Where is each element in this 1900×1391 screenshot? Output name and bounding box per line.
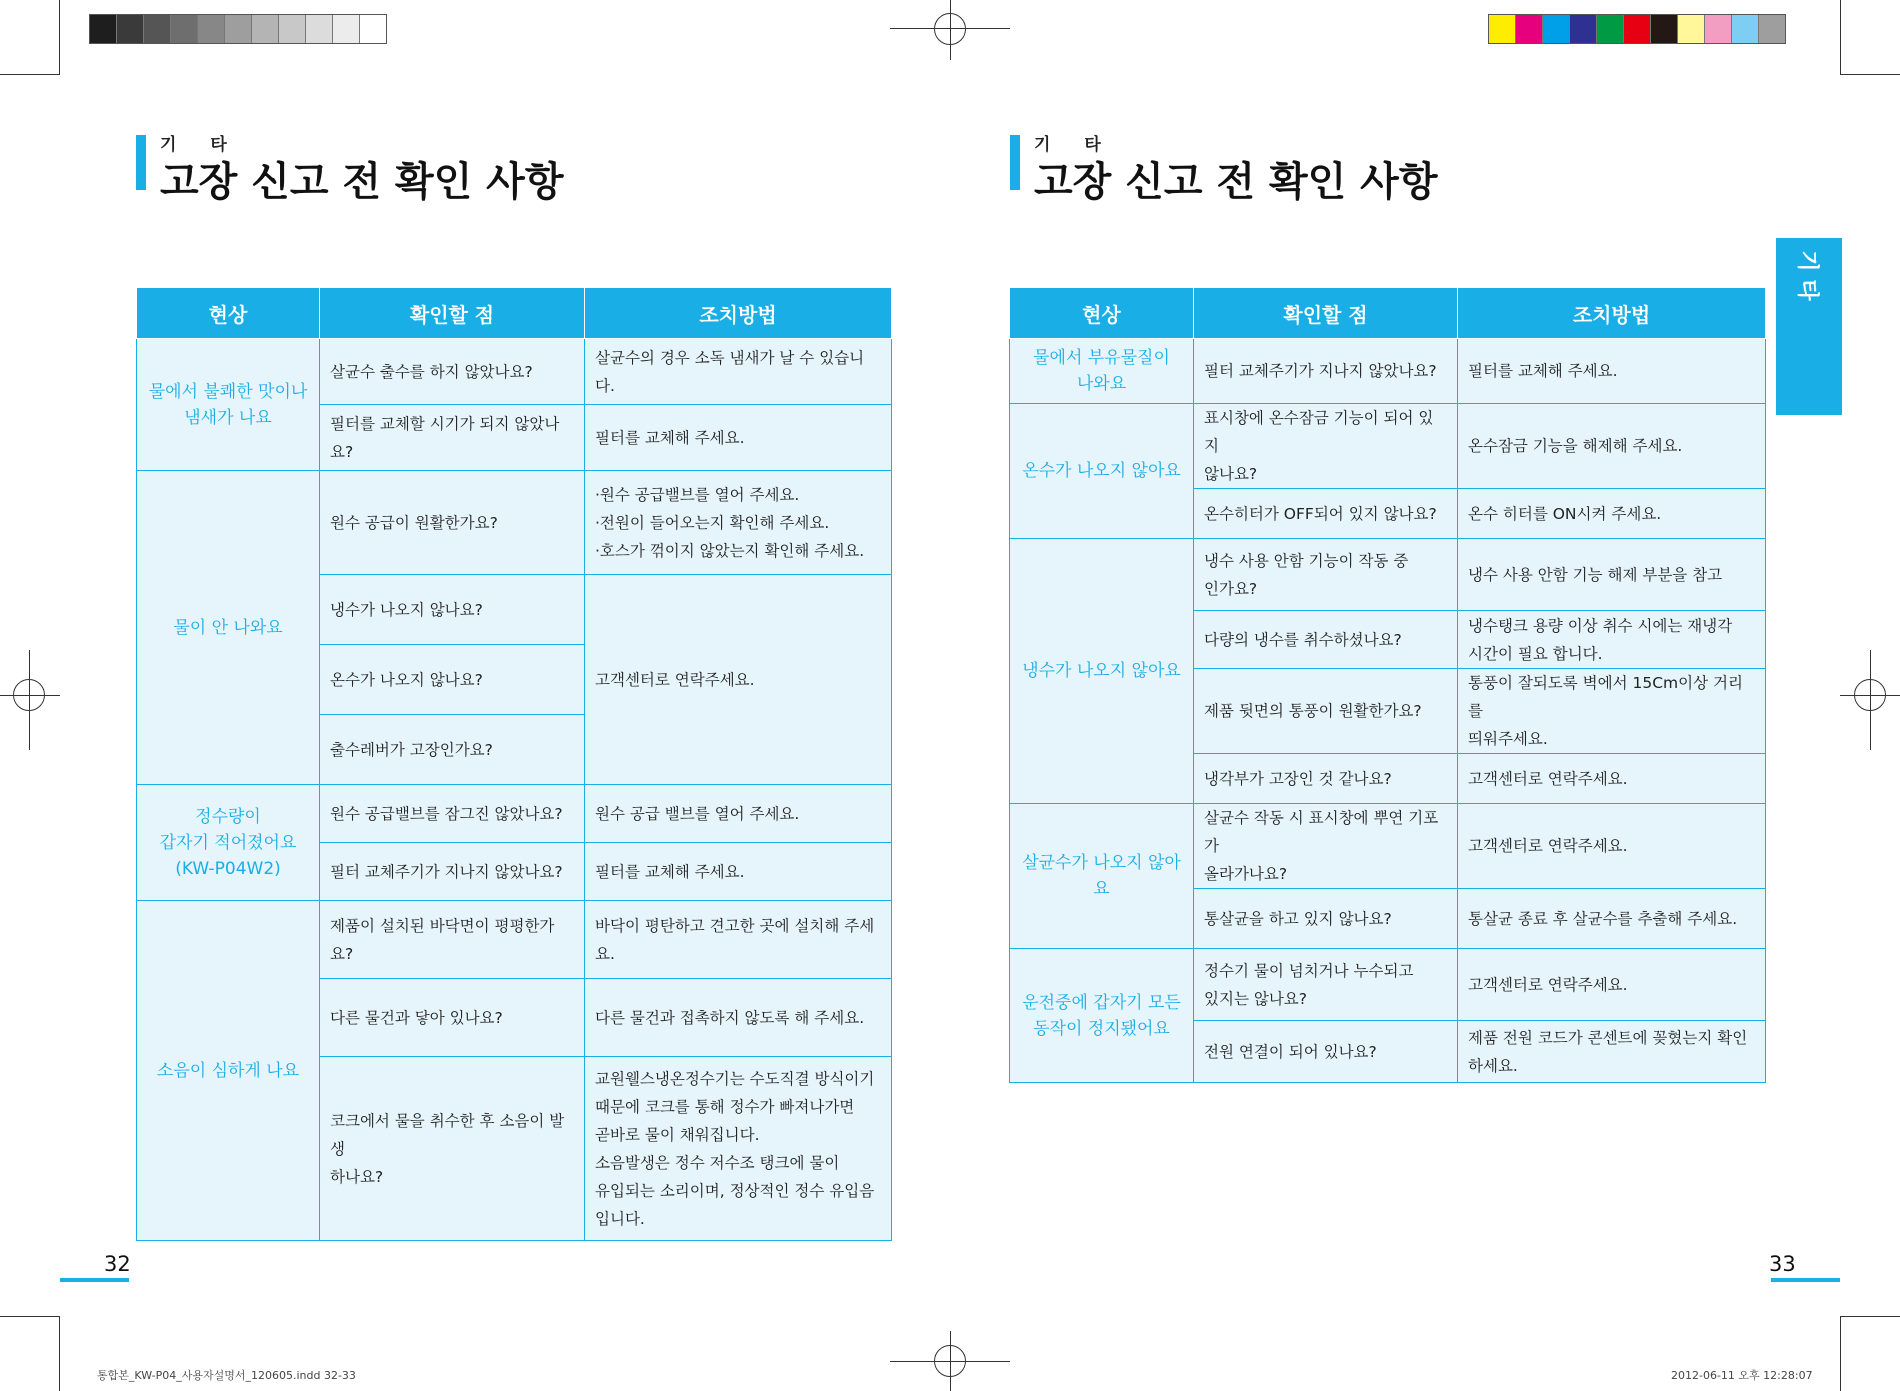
check-cell: 온수히터가 OFF되어 있지 않나요?: [1194, 489, 1458, 539]
color-swatch: [1489, 15, 1516, 43]
table-row: [1010, 949, 1766, 1021]
action-cell: 고객센터로 연락주세요.: [1458, 949, 1766, 1021]
text-line: 시간이 필요 합니다.: [1468, 644, 1603, 663]
text-line: 띄워주세요.: [1468, 730, 1548, 748]
color-swatch: [225, 15, 252, 43]
color-swatch: [90, 15, 117, 43]
text-line: 냉수 사용 안함 기능이 작동 중: [1204, 551, 1409, 570]
action-cell: [585, 1057, 892, 1241]
check-cell: [320, 1057, 585, 1241]
action-cell: 다른 물건과 접촉하지 않도록 해 주세요.: [585, 979, 892, 1057]
phenomenon-cell: 살균수가 나오지 않아요: [1010, 804, 1194, 949]
action-cell: 고객센터로 연락주세요.: [1458, 804, 1766, 889]
text-line: 냉수탱크 용량 이상 취수 시에는 재냉각: [1468, 616, 1733, 635]
column-header-phenomenon: 현상: [137, 288, 320, 339]
page-number: 33: [1769, 1252, 1796, 1276]
action-cell: [585, 471, 892, 575]
text-line: 제품 전원 코드가 콘센트에 꽂혔는지 확인: [1468, 1028, 1748, 1047]
text-line: 곧바로 물이 채워집니다.: [595, 1125, 760, 1144]
text-line: 하세요.: [1468, 1056, 1518, 1075]
check-cell: [1194, 949, 1458, 1021]
page-number: 32: [104, 1252, 131, 1276]
column-header-action: 조치방법: [1458, 288, 1766, 339]
action-cell: 살균수의 경우 소독 냄새가 날 수 있습니다.: [585, 339, 892, 405]
phenomenon-cell: 냉수가 나오지 않아요: [1010, 539, 1194, 804]
color-swatch: [252, 15, 279, 43]
color-swatch: [1651, 15, 1678, 43]
text-line: 통풍이 잘되도록 벽에서 15Cm이상 거리를: [1468, 674, 1743, 720]
text-line: 나와요: [1076, 374, 1127, 394]
color-swatch: [1516, 15, 1543, 43]
footer-file-name: 통합본_KW-P04_사용자설명서_120605.indd 32-33: [97, 1369, 356, 1382]
table-row: [1010, 339, 1766, 404]
phenomenon-cell: 소음이 심하게 나요: [137, 901, 320, 1241]
text-line: 소음발생은 정수 저수조 탱크에 물이: [595, 1153, 840, 1172]
grayscale-color-bar: [89, 14, 387, 44]
table-row: [1010, 404, 1766, 489]
text-line: 유입되는 소리이며, 정상적인 정수 유입음: [595, 1181, 875, 1200]
page-title: 고장 신고 전 확인 사항: [160, 159, 564, 205]
text-line: 동작이 정지됐어요: [1033, 1018, 1170, 1039]
action-cell: 냉수 사용 안함 기능 해제 부분을 참고: [1458, 539, 1766, 611]
text-line: 운전중에 갑자기 모든: [1022, 992, 1181, 1013]
text-line: 때문에 코크를 통해 정수가 빠져나가면: [595, 1097, 855, 1116]
check-cell: 살균수 출수를 하지 않았나요?: [320, 339, 585, 405]
check-cell: 제품 뒷면의 통풍이 원활한가요?: [1194, 669, 1458, 754]
text-line: ·원수 공급밸브를 열어 주세요.: [595, 485, 800, 504]
action-cell: 필터를 교체해 주세요.: [585, 843, 892, 901]
color-swatch: [360, 15, 386, 43]
text-line: 정수기 물이 넘치거나 누수되고: [1204, 961, 1414, 980]
check-cell: 출수레버가 고장인가요?: [320, 715, 585, 785]
color-swatch: [1624, 15, 1651, 43]
color-swatch: [1759, 15, 1785, 43]
check-cell: 원수 공급이 원활한가요?: [320, 471, 585, 575]
phenomenon-cell: 물이 안 나와요: [137, 471, 320, 785]
check-cell: 전원 연결이 되어 있나요?: [1194, 1021, 1458, 1083]
header-accent-bar: [1010, 135, 1020, 190]
column-header-check: 확인할 점: [1194, 288, 1458, 339]
page-number-underline: [1771, 1278, 1840, 1282]
header-accent-bar: [136, 135, 146, 190]
color-swatch: [117, 15, 144, 43]
action-cell: 필터를 교체해 주세요.: [585, 405, 892, 471]
column-header-action: 조치방법: [585, 288, 892, 339]
text-line: 인가요?: [1204, 579, 1258, 598]
check-cell: 온수가 나오지 않나요?: [320, 645, 585, 715]
check-cell: 통살균을 하고 있지 않나요?: [1194, 889, 1458, 949]
footer-timestamp: 2012-06-11 오후 12:28:07: [1671, 1369, 1813, 1382]
text-line: 물에서 불쾌한 맛이나: [148, 381, 308, 402]
color-swatch: [171, 15, 198, 43]
text-line: 코크에서 물을 취수한 후 소음이 발생: [330, 1111, 565, 1158]
color-swatch: [198, 15, 225, 43]
table-row: [137, 785, 892, 843]
action-cell: 바닥이 평탄하고 견고한 곳에 설치해 주세요.: [585, 901, 892, 979]
check-cell: 필터를 교체할 시기가 되지 않았나요?: [320, 405, 585, 471]
text-line: 살균수 작동 시 표시창에 뿌연 기포가: [1204, 809, 1439, 855]
action-cell: [1458, 669, 1766, 754]
text-line: 않나요?: [1204, 465, 1258, 483]
text-line: (KW-P04W2): [175, 858, 281, 879]
text-line: 갑자기 적어졌어요: [159, 832, 297, 853]
check-cell: 냉각부가 고장인 것 같나요?: [1194, 754, 1458, 804]
page-number-underline: [60, 1278, 129, 1282]
color-swatch: [1678, 15, 1705, 43]
color-swatch: [333, 15, 360, 43]
table-row: [137, 901, 892, 979]
check-cell: 원수 공급밸브를 잠그진 않았나요?: [320, 785, 585, 843]
color-swatch: [279, 15, 306, 43]
action-cell: 필터를 교체해 주세요.: [1458, 339, 1766, 404]
action-cell: 온수잠금 기능을 해제해 주세요.: [1458, 404, 1766, 489]
color-swatch: [1732, 15, 1759, 43]
side-tab-label: 기 타: [1794, 250, 1820, 301]
color-swatch: [306, 15, 333, 43]
check-cell: 다른 물건과 닿아 있나요?: [320, 979, 585, 1057]
text-line: 입니다.: [595, 1209, 645, 1228]
text-line: ·전원이 들어오는지 확인해 주세요.: [595, 513, 830, 532]
text-line: 정수량이: [195, 806, 261, 827]
color-swatch: [1597, 15, 1624, 43]
color-swatch: [144, 15, 171, 43]
phenomenon-cell: [137, 339, 320, 471]
table-row: [137, 339, 892, 405]
check-cell: 제품이 설치된 바닥면이 평평한가요?: [320, 901, 585, 979]
action-cell: 통살균 종료 후 살균수를 추출해 주세요.: [1458, 889, 1766, 949]
text-line: ·호스가 꺾이지 않았는지 확인해 주세요.: [595, 541, 865, 560]
table-row: [137, 471, 892, 575]
section-label: 기 타: [1034, 135, 1115, 155]
phenomenon-cell: [137, 785, 320, 901]
text-line: 냄새가 나요: [184, 407, 272, 428]
action-cell: 원수 공급 밸브를 열어 주세요.: [585, 785, 892, 843]
action-cell: [1458, 611, 1766, 669]
text-line: 교원웰스냉온정수기는 수도직결 방식이기: [595, 1069, 875, 1088]
table-row: [1010, 804, 1766, 889]
check-cell: 냉수가 나오지 않나요?: [320, 575, 585, 645]
action-cell: 고객센터로 연락주세요.: [585, 575, 892, 785]
check-cell: [1194, 539, 1458, 611]
column-header-check: 확인할 점: [320, 288, 585, 339]
action-cell: 온수 히터를 ON시켜 주세요.: [1458, 489, 1766, 539]
section-label: 기 타: [160, 135, 241, 155]
check-cell: [1194, 804, 1458, 889]
text-line: 표시창에 온수잠금 기능이 되어 있지: [1204, 409, 1434, 455]
color-swatch: [1543, 15, 1570, 43]
text-line: 하나요?: [330, 1167, 384, 1186]
column-header-phenomenon: 현상: [1010, 288, 1194, 339]
text-line: 물에서 부유물질이: [1033, 348, 1170, 368]
cmyk-color-bar: [1488, 14, 1786, 44]
table-row: [1010, 539, 1766, 611]
phenomenon-cell: [1010, 339, 1194, 404]
check-cell: [1194, 404, 1458, 489]
color-swatch: [1705, 15, 1732, 43]
text-line: 올라가나요?: [1204, 865, 1288, 883]
action-cell: 고객센터로 연락주세요.: [1458, 754, 1766, 804]
phenomenon-cell: 온수가 나오지 않아요: [1010, 404, 1194, 539]
check-cell: 필터 교체주기가 지나지 않았나요?: [1194, 339, 1458, 404]
check-cell: 필터 교체주기가 지나지 않았나요?: [320, 843, 585, 901]
page-title: 고장 신고 전 확인 사항: [1034, 159, 1438, 205]
troubleshooting-table-right: [1009, 287, 1766, 1083]
phenomenon-cell: [1010, 949, 1194, 1083]
troubleshooting-table-left: [136, 287, 892, 1241]
color-swatch: [1570, 15, 1597, 43]
text-line: 있지는 않나요?: [1204, 989, 1307, 1008]
action-cell: [1458, 1021, 1766, 1083]
check-cell: 다량의 냉수를 취수하셨나요?: [1194, 611, 1458, 669]
side-tab: [1776, 238, 1842, 415]
